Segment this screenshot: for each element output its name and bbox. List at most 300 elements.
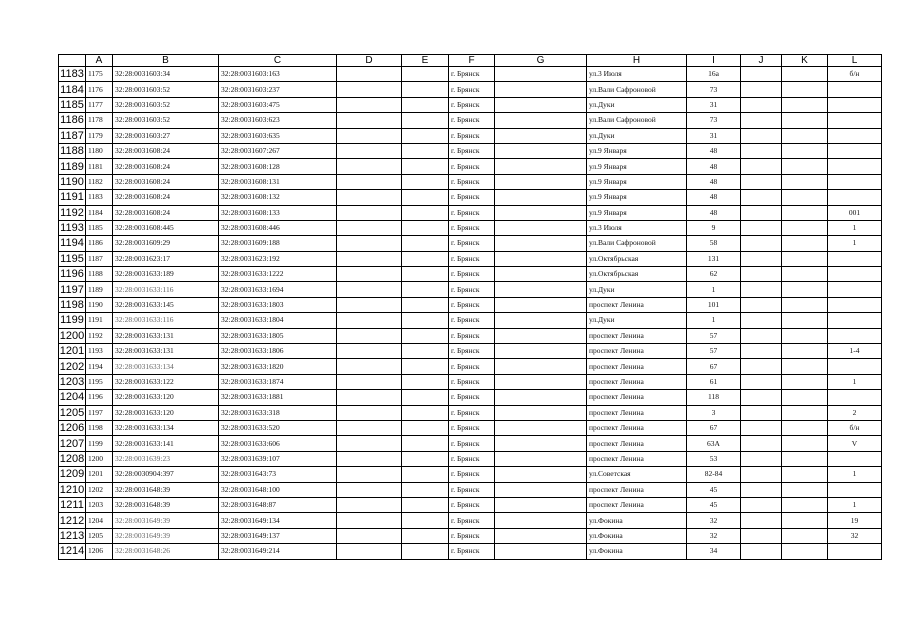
cell-d[interactable]: [337, 174, 402, 189]
cell-c[interactable]: 32:28:0031608:128: [219, 159, 337, 174]
column-header-f[interactable]: F: [449, 55, 495, 67]
cell-g[interactable]: [495, 313, 587, 328]
cell-i[interactable]: 101: [687, 297, 741, 312]
cell-i[interactable]: 45: [687, 482, 741, 497]
row-number[interactable]: 1204: [59, 391, 85, 404]
cell-l[interactable]: [828, 82, 882, 97]
cell-a[interactable]: 1204: [86, 513, 113, 528]
cell-a[interactable]: 1203: [86, 497, 113, 512]
cell-f[interactable]: г. Брянск: [449, 544, 495, 559]
cell-k[interactable]: [782, 467, 828, 482]
row-number[interactable]: 1214: [59, 545, 85, 558]
cell-a[interactable]: 1176: [86, 82, 113, 97]
row-number[interactable]: 1213: [59, 529, 85, 542]
cell-h[interactable]: ул.9 Января: [587, 174, 687, 189]
cell-d[interactable]: [337, 390, 402, 405]
cell-l[interactable]: 001: [828, 205, 882, 220]
cell-j[interactable]: [741, 420, 782, 435]
cell-g[interactable]: [495, 128, 587, 143]
cell-i[interactable]: 57: [687, 328, 741, 343]
cell-c[interactable]: 32:28:0031639:107: [219, 451, 337, 466]
cell-c[interactable]: 32:28:0031633:1803: [219, 297, 337, 312]
cell-d[interactable]: [337, 205, 402, 220]
cell-g[interactable]: [495, 267, 587, 282]
cell-i[interactable]: 16а: [687, 67, 741, 82]
cell-b[interactable]: 32:28:0031633:120: [113, 390, 219, 405]
cell-j[interactable]: [741, 467, 782, 482]
cell-g[interactable]: [495, 205, 587, 220]
cell-k[interactable]: [782, 436, 828, 451]
cell-b[interactable]: 32:28:0031633:116: [113, 313, 219, 328]
cell-h[interactable]: ул.Вали Сафроновой: [587, 82, 687, 97]
cell-k[interactable]: [782, 159, 828, 174]
cell-e[interactable]: [402, 497, 449, 512]
column-header-c[interactable]: C: [219, 55, 337, 67]
cell-k[interactable]: [782, 97, 828, 112]
cell-l[interactable]: 1: [828, 236, 882, 251]
cell-a[interactable]: 1184: [86, 205, 113, 220]
cell-i[interactable]: 53: [687, 451, 741, 466]
cell-i[interactable]: 32: [687, 513, 741, 528]
cell-g[interactable]: [495, 420, 587, 435]
cell-i[interactable]: 9: [687, 220, 741, 235]
cell-l[interactable]: [828, 451, 882, 466]
cell-j[interactable]: [741, 128, 782, 143]
cell-h[interactable]: проспект Ленина: [587, 390, 687, 405]
cell-e[interactable]: [402, 282, 449, 297]
cell-e[interactable]: [402, 359, 449, 374]
row-number[interactable]: 1203: [59, 376, 85, 388]
cell-b[interactable]: 32:28:0031633:189: [113, 267, 219, 282]
cell-b[interactable]: 32:28:0031633:141: [113, 436, 219, 451]
cell-i[interactable]: 31: [687, 97, 741, 112]
cell-c[interactable]: 32:28:0031607:267: [219, 143, 337, 158]
row-number[interactable]: 1196: [60, 268, 84, 281]
cell-a[interactable]: 1202: [86, 482, 113, 497]
cell-l[interactable]: [828, 313, 882, 328]
cell-i[interactable]: 73: [687, 113, 741, 128]
cell-d[interactable]: [337, 297, 402, 312]
cell-j[interactable]: [741, 313, 782, 328]
cell-e[interactable]: [402, 467, 449, 482]
cell-k[interactable]: [782, 190, 828, 205]
cell-c[interactable]: 32:28:0031633:1881: [219, 390, 337, 405]
cell-a[interactable]: 1185: [86, 220, 113, 235]
cell-c[interactable]: 32:28:0031608:446: [219, 220, 337, 235]
cell-i[interactable]: 45: [687, 497, 741, 512]
cell-h[interactable]: проспект Ленина: [587, 436, 687, 451]
cell-d[interactable]: [337, 128, 402, 143]
column-header-g[interactable]: G: [495, 55, 587, 67]
cell-f[interactable]: г. Брянск: [449, 405, 495, 420]
cell-e[interactable]: [402, 313, 449, 328]
cell-f[interactable]: г. Брянск: [449, 236, 495, 251]
cell-e[interactable]: [402, 97, 449, 112]
cell-h[interactable]: проспект Ленина: [587, 374, 687, 389]
cell-e[interactable]: [402, 544, 449, 559]
cell-h[interactable]: проспект Ленина: [587, 328, 687, 343]
cell-a[interactable]: 1179: [86, 128, 113, 143]
cell-f[interactable]: г. Брянск: [449, 220, 495, 235]
cell-c[interactable]: 32:28:0031608:133: [219, 205, 337, 220]
cell-h[interactable]: ул.9 Января: [587, 143, 687, 158]
cell-a[interactable]: 1194: [86, 359, 113, 374]
cell-a[interactable]: 1191: [86, 313, 113, 328]
cell-k[interactable]: [782, 267, 828, 282]
cell-a[interactable]: 1188: [86, 267, 113, 282]
cell-f[interactable]: г. Брянск: [449, 328, 495, 343]
row-number[interactable]: 1184: [60, 83, 84, 96]
column-header-l[interactable]: L: [828, 55, 882, 67]
cell-f[interactable]: г. Брянск: [449, 82, 495, 97]
cell-f[interactable]: г. Брянск: [449, 251, 495, 266]
cell-g[interactable]: [495, 513, 587, 528]
cell-b[interactable]: 32:28:0031648:39: [113, 497, 219, 512]
cell-g[interactable]: [495, 467, 587, 482]
cell-d[interactable]: [337, 513, 402, 528]
cell-j[interactable]: [741, 359, 782, 374]
cell-b[interactable]: 32:28:0030904:397: [113, 467, 219, 482]
cell-a[interactable]: 1181: [86, 159, 113, 174]
cell-c[interactable]: 32:28:0031603:475: [219, 97, 337, 112]
cell-c[interactable]: 32:28:0031633:1804: [219, 313, 337, 328]
cell-a[interactable]: 1205: [86, 528, 113, 543]
row-number[interactable]: 1185: [60, 98, 84, 111]
row-number[interactable]: 1210: [59, 483, 85, 496]
cell-c[interactable]: 32:28:0031633:1874: [219, 374, 337, 389]
cell-f[interactable]: г. Брянск: [449, 497, 495, 512]
cell-c[interactable]: 32:28:0031649:214: [219, 544, 337, 559]
cell-j[interactable]: [741, 251, 782, 266]
cell-k[interactable]: [782, 313, 828, 328]
cell-b[interactable]: 32:28:0031648:39: [113, 482, 219, 497]
cell-f[interactable]: г. Брянск: [449, 482, 495, 497]
cell-j[interactable]: [741, 390, 782, 405]
cell-b[interactable]: 32:28:0031603:27: [113, 128, 219, 143]
cell-a[interactable]: 1189: [86, 282, 113, 297]
cell-h[interactable]: ул.Октябрьская: [587, 251, 687, 266]
cell-l[interactable]: [828, 297, 882, 312]
cell-j[interactable]: [741, 143, 782, 158]
cell-e[interactable]: [402, 220, 449, 235]
row-number[interactable]: 1192: [60, 206, 84, 219]
cell-f[interactable]: г. Брянск: [449, 344, 495, 359]
cell-g[interactable]: [495, 67, 587, 82]
cell-a[interactable]: 1193: [86, 344, 113, 359]
cell-h[interactable]: ул.Вали Сафроновой: [587, 236, 687, 251]
cell-e[interactable]: [402, 82, 449, 97]
cell-h[interactable]: ул.3 Июля: [587, 67, 687, 82]
cell-i[interactable]: 48: [687, 205, 741, 220]
column-header-d[interactable]: D: [337, 55, 402, 67]
cell-d[interactable]: [337, 97, 402, 112]
cell-i[interactable]: 31: [687, 128, 741, 143]
cell-f[interactable]: г. Брянск: [449, 97, 495, 112]
cell-k[interactable]: [782, 236, 828, 251]
cell-d[interactable]: [337, 482, 402, 497]
cell-k[interactable]: [782, 205, 828, 220]
cell-l[interactable]: 1-4: [828, 344, 882, 359]
cell-i[interactable]: 32: [687, 528, 741, 543]
cell-d[interactable]: [337, 405, 402, 420]
cell-a[interactable]: 1182: [86, 174, 113, 189]
cell-f[interactable]: г. Брянск: [449, 190, 495, 205]
cell-b[interactable]: 32:28:0031633:120: [113, 405, 219, 420]
cell-l[interactable]: [828, 143, 882, 158]
cell-i[interactable]: 1: [687, 282, 741, 297]
cell-i[interactable]: 1: [687, 313, 741, 328]
cell-d[interactable]: [337, 220, 402, 235]
cell-c[interactable]: 32:28:0031609:188: [219, 236, 337, 251]
cell-a[interactable]: 1175: [86, 67, 113, 82]
cell-e[interactable]: [402, 420, 449, 435]
cell-i[interactable]: 82-84: [687, 467, 741, 482]
cell-h[interactable]: проспект Ленина: [587, 359, 687, 374]
cell-h[interactable]: ул.Фокина: [587, 513, 687, 528]
cell-g[interactable]: [495, 159, 587, 174]
row-number[interactable]: 1194: [60, 237, 84, 250]
cell-d[interactable]: [337, 67, 402, 82]
cell-j[interactable]: [741, 544, 782, 559]
cell-k[interactable]: [782, 528, 828, 543]
cell-e[interactable]: [402, 328, 449, 343]
cell-c[interactable]: 32:28:0031633:1820: [219, 359, 337, 374]
cell-l[interactable]: [828, 482, 882, 497]
row-number[interactable]: 1195: [60, 252, 84, 265]
cell-j[interactable]: [741, 282, 782, 297]
cell-j[interactable]: [741, 451, 782, 466]
cell-b[interactable]: 32:28:0031633:131: [113, 344, 219, 359]
cell-i[interactable]: 62: [687, 267, 741, 282]
cell-e[interactable]: [402, 297, 449, 312]
cell-l[interactable]: [828, 174, 882, 189]
cell-k[interactable]: [782, 297, 828, 312]
cell-l[interactable]: [828, 113, 882, 128]
cell-k[interactable]: [782, 390, 828, 405]
column-header-k[interactable]: K: [782, 55, 828, 67]
cell-l[interactable]: 1: [828, 467, 882, 482]
cell-j[interactable]: [741, 513, 782, 528]
cell-c[interactable]: 32:28:0031608:131: [219, 174, 337, 189]
cell-j[interactable]: [741, 113, 782, 128]
cell-k[interactable]: [782, 220, 828, 235]
cell-i[interactable]: 48: [687, 190, 741, 205]
cell-f[interactable]: г. Брянск: [449, 451, 495, 466]
cell-k[interactable]: [782, 420, 828, 435]
cell-c[interactable]: 32:28:0031603:237: [219, 82, 337, 97]
cell-b[interactable]: 32:28:0031633:145: [113, 297, 219, 312]
cell-c[interactable]: 32:28:0031648:87: [219, 497, 337, 512]
cell-g[interactable]: [495, 236, 587, 251]
cell-c[interactable]: 32:28:0031633:1694: [219, 282, 337, 297]
cell-e[interactable]: [402, 482, 449, 497]
cell-d[interactable]: [337, 451, 402, 466]
cell-k[interactable]: [782, 544, 828, 559]
cell-a[interactable]: 1197: [86, 405, 113, 420]
cell-c[interactable]: 32:28:0031633:318: [219, 405, 337, 420]
cell-a[interactable]: 1183: [86, 190, 113, 205]
row-number[interactable]: 1212: [59, 514, 85, 527]
cell-j[interactable]: [741, 436, 782, 451]
cell-i[interactable]: 67: [687, 359, 741, 374]
cell-d[interactable]: [337, 236, 402, 251]
cell-j[interactable]: [741, 297, 782, 312]
cell-g[interactable]: [495, 113, 587, 128]
cell-k[interactable]: [782, 67, 828, 82]
row-number[interactable]: 1187: [60, 129, 84, 142]
cell-j[interactable]: [741, 328, 782, 343]
cell-b[interactable]: 32:28:0031603:52: [113, 113, 219, 128]
cell-d[interactable]: [337, 528, 402, 543]
cell-j[interactable]: [741, 405, 782, 420]
cell-l[interactable]: б/н: [828, 67, 882, 82]
cell-f[interactable]: г. Брянск: [449, 420, 495, 435]
cell-l[interactable]: [828, 390, 882, 405]
cell-a[interactable]: 1196: [86, 390, 113, 405]
cell-j[interactable]: [741, 344, 782, 359]
cell-l[interactable]: [828, 267, 882, 282]
cell-h[interactable]: ул.Октябрьская: [587, 267, 687, 282]
cell-l[interactable]: [828, 282, 882, 297]
cell-b[interactable]: 32:28:0031623:17: [113, 251, 219, 266]
cell-a[interactable]: 1186: [86, 236, 113, 251]
cell-g[interactable]: [495, 190, 587, 205]
row-number[interactable]: 1201: [59, 345, 85, 358]
cell-f[interactable]: г. Брянск: [449, 528, 495, 543]
row-number[interactable]: 1190: [60, 175, 84, 188]
row-number[interactable]: 1188: [60, 145, 84, 158]
cell-j[interactable]: [741, 497, 782, 512]
cell-k[interactable]: [782, 359, 828, 374]
cell-l[interactable]: [828, 159, 882, 174]
cell-g[interactable]: [495, 497, 587, 512]
cell-k[interactable]: [782, 174, 828, 189]
row-number[interactable]: 1186: [60, 114, 84, 127]
cell-g[interactable]: [495, 528, 587, 543]
row-number[interactable]: 1211: [60, 499, 84, 512]
cell-f[interactable]: г. Брянск: [449, 513, 495, 528]
cell-a[interactable]: 1198: [86, 420, 113, 435]
cell-g[interactable]: [495, 82, 587, 97]
cell-c[interactable]: 32:28:0031649:137: [219, 528, 337, 543]
column-header-a[interactable]: A: [86, 55, 113, 67]
cell-g[interactable]: [495, 220, 587, 235]
cell-j[interactable]: [741, 220, 782, 235]
cell-f[interactable]: г. Брянск: [449, 313, 495, 328]
cell-a[interactable]: 1190: [86, 297, 113, 312]
cell-h[interactable]: проспект Ленина: [587, 297, 687, 312]
cell-k[interactable]: [782, 328, 828, 343]
cell-a[interactable]: 1192: [86, 328, 113, 343]
cell-g[interactable]: [495, 544, 587, 559]
row-number[interactable]: 1205: [59, 406, 85, 419]
row-number[interactable]: 1193: [60, 222, 84, 235]
cell-h[interactable]: ул.9 Января: [587, 205, 687, 220]
cell-f[interactable]: г. Брянск: [449, 374, 495, 389]
cell-g[interactable]: [495, 97, 587, 112]
cell-d[interactable]: [337, 420, 402, 435]
cell-f[interactable]: г. Брянск: [449, 436, 495, 451]
cell-e[interactable]: [402, 67, 449, 82]
cell-f[interactable]: г. Брянск: [449, 205, 495, 220]
cell-d[interactable]: [337, 374, 402, 389]
cell-c[interactable]: 32:28:0031603:635: [219, 128, 337, 143]
cell-c[interactable]: 32:28:0031633:606: [219, 436, 337, 451]
cell-c[interactable]: 32:28:0031603:623: [219, 113, 337, 128]
cell-b[interactable]: 32:28:0031608:445: [113, 220, 219, 235]
cell-b[interactable]: 32:28:0031649:39: [113, 528, 219, 543]
cell-g[interactable]: [495, 251, 587, 266]
cell-c[interactable]: 32:28:0031633:520: [219, 420, 337, 435]
cell-a[interactable]: 1180: [86, 143, 113, 158]
cell-e[interactable]: [402, 451, 449, 466]
cell-e[interactable]: [402, 143, 449, 158]
cell-l[interactable]: [828, 97, 882, 112]
cell-h[interactable]: проспект Ленина: [587, 497, 687, 512]
row-number[interactable]: 1189: [60, 160, 84, 173]
cell-f[interactable]: г. Брянск: [449, 282, 495, 297]
cell-i[interactable]: 63А: [687, 436, 741, 451]
cell-l[interactable]: 1: [828, 220, 882, 235]
cell-k[interactable]: [782, 405, 828, 420]
cell-g[interactable]: [495, 390, 587, 405]
cell-i[interactable]: 34: [687, 544, 741, 559]
cell-a[interactable]: 1178: [86, 113, 113, 128]
cell-g[interactable]: [495, 436, 587, 451]
cell-b[interactable]: 32:28:0031608:24: [113, 159, 219, 174]
cell-j[interactable]: [741, 159, 782, 174]
cell-k[interactable]: [782, 128, 828, 143]
cell-i[interactable]: 3: [687, 405, 741, 420]
cell-e[interactable]: [402, 374, 449, 389]
cell-h[interactable]: ул.Дуки: [587, 282, 687, 297]
cell-h[interactable]: проспект Ленина: [587, 344, 687, 359]
cell-c[interactable]: 32:28:0031633:1806: [219, 344, 337, 359]
column-header-b[interactable]: B: [113, 55, 219, 67]
cell-c[interactable]: 32:28:0031608:132: [219, 190, 337, 205]
cell-g[interactable]: [495, 143, 587, 158]
cell-d[interactable]: [337, 267, 402, 282]
cell-e[interactable]: [402, 528, 449, 543]
cell-e[interactable]: [402, 390, 449, 405]
cell-b[interactable]: 32:28:0031608:24: [113, 205, 219, 220]
cell-k[interactable]: [782, 344, 828, 359]
cell-a[interactable]: 1201: [86, 467, 113, 482]
cell-a[interactable]: 1200: [86, 451, 113, 466]
cell-j[interactable]: [741, 205, 782, 220]
column-header-j[interactable]: J: [741, 55, 782, 67]
cell-l[interactable]: [828, 128, 882, 143]
cell-l[interactable]: 32: [828, 528, 882, 543]
cell-c[interactable]: 32:28:0031623:192: [219, 251, 337, 266]
cell-h[interactable]: ул.Фокина: [587, 544, 687, 559]
cell-j[interactable]: [741, 190, 782, 205]
cell-b[interactable]: 32:28:0031603:52: [113, 82, 219, 97]
cell-k[interactable]: [782, 374, 828, 389]
cell-j[interactable]: [741, 174, 782, 189]
row-number[interactable]: 1207: [59, 437, 85, 450]
cell-g[interactable]: [495, 405, 587, 420]
cell-d[interactable]: [337, 251, 402, 266]
cell-l[interactable]: V: [828, 436, 882, 451]
cell-e[interactable]: [402, 251, 449, 266]
cell-l[interactable]: б/н: [828, 420, 882, 435]
cell-e[interactable]: [402, 190, 449, 205]
column-header-h[interactable]: H: [587, 55, 687, 67]
cell-d[interactable]: [337, 344, 402, 359]
cell-f[interactable]: г. Брянск: [449, 174, 495, 189]
cell-k[interactable]: [782, 282, 828, 297]
